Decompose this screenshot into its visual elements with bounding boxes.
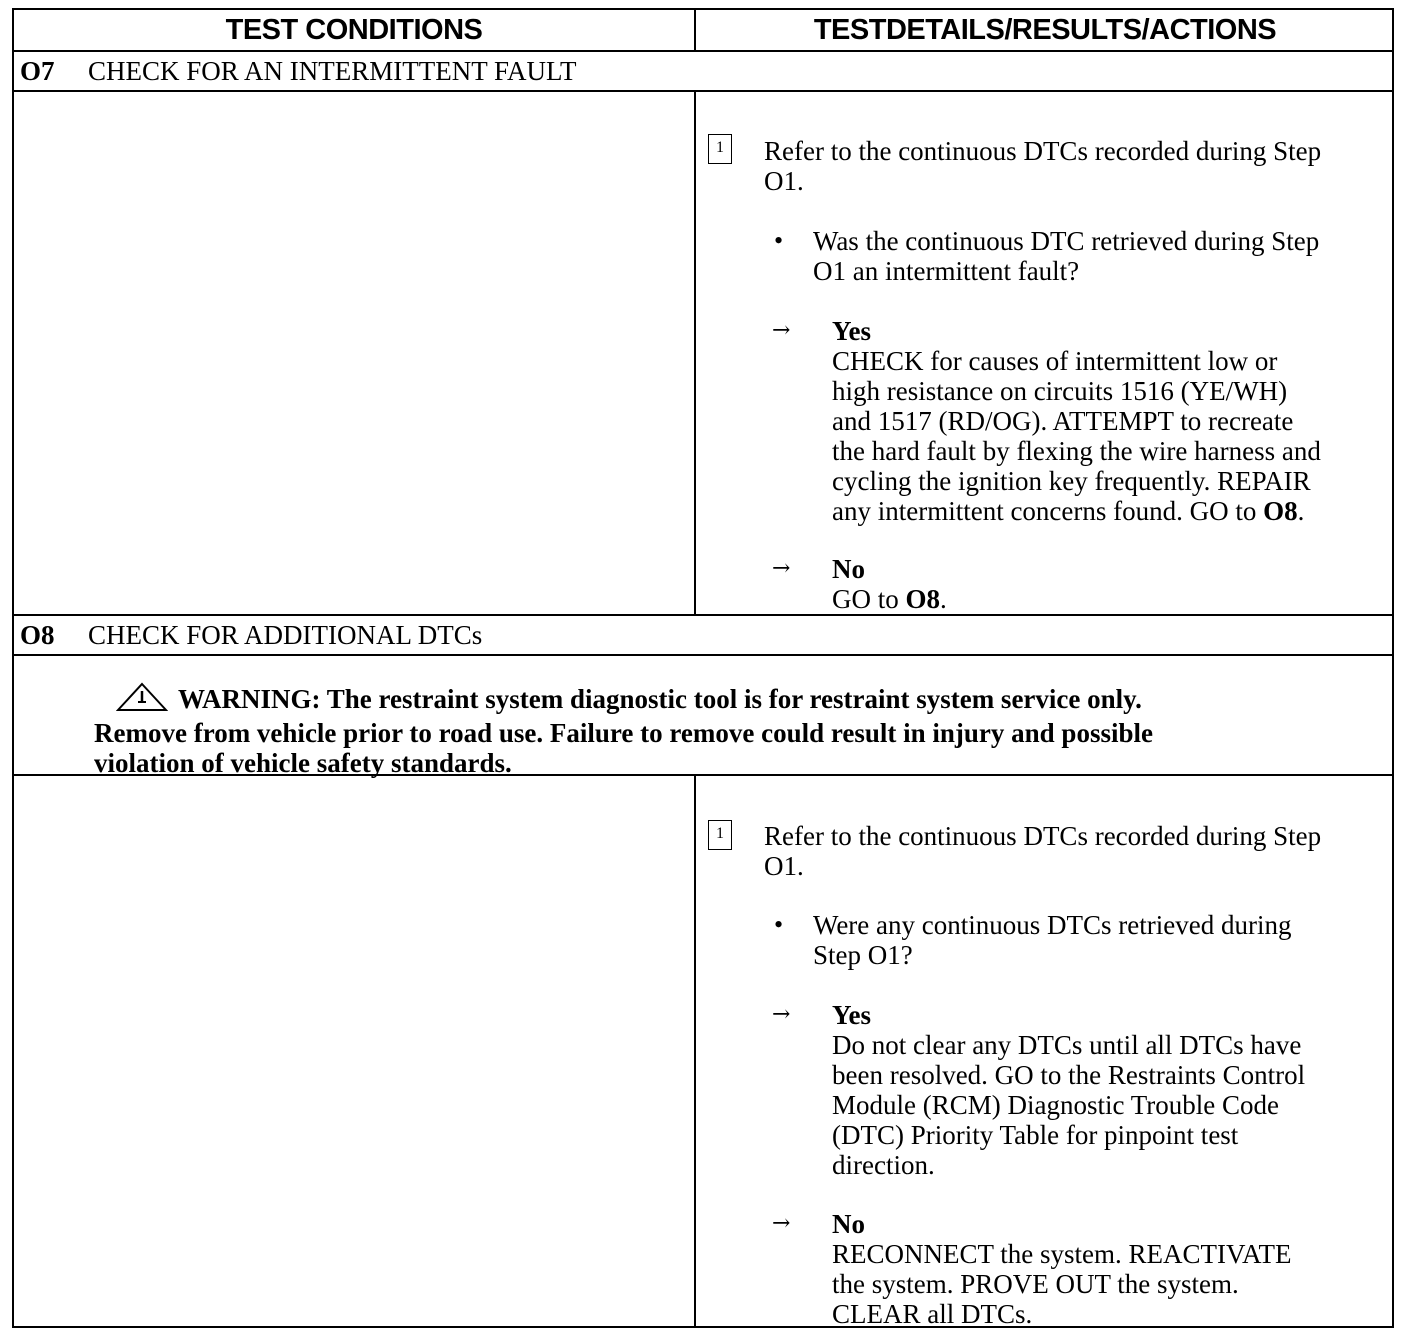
arrow-right-icon: → [772, 318, 791, 343]
bullet-icon: • [774, 910, 784, 939]
column-divider [694, 10, 696, 50]
no-result: No GO to O8. [832, 554, 1392, 614]
goto-link-o8[interactable]: O8 [905, 584, 941, 614]
column-divider [694, 774, 696, 1328]
yes-result: Yes Do not clear any DTCs until all DTCs have been resolved. GO to the Restraints Control Module (RCM) Diagnostic Trouble Code (DTC) Priority Table for pinpoint test direction. [832, 1000, 1392, 1180]
no-label: No [832, 554, 865, 584]
arrow-right-icon: → [772, 1211, 791, 1236]
goto-link-o8[interactable]: O8 [1263, 496, 1298, 526]
step-title: CHECK FOR ADDITIONAL DTCs [88, 620, 483, 650]
step-number: O7 [20, 56, 55, 86]
warning-triangle-icon [116, 682, 168, 718]
step-box: 1 [708, 134, 732, 164]
yes-result: Yes CHECK for causes of intermittent low or high resistance on circuits 1516 (YE/WH) and 1517 (RD/OG). ATTEMPT to recreate the hard fault by flexing the wire harness and cycling the ignition key frequently. REPAIR any intermittent concerns found. GO to O8. [832, 316, 1392, 526]
step-box: 1 [708, 820, 732, 850]
diagnostic-table [12, 8, 1394, 1328]
no-label: No [832, 1209, 865, 1239]
column-divider [694, 90, 696, 614]
col-header-test-details: TESTDETAILS/RESULTS/ACTIONS [813, 14, 1277, 46]
yes-label: Yes [832, 316, 871, 346]
divider [14, 654, 1392, 656]
divider [14, 50, 1392, 52]
no-result: No RECONNECT the system. REACTIVATE the system. PROVE OUT the system. CLEAR all DTCs. [832, 1209, 1392, 1329]
arrow-right-icon: → [772, 1002, 791, 1027]
step-number: O8 [20, 620, 55, 650]
step-header-o8 [20, 618, 482, 652]
divider [14, 614, 1392, 616]
warning-block [94, 682, 1294, 778]
question-text: Were any continuous DTCs retrieved during Step O1? [813, 910, 1292, 970]
step-header-o7 [20, 54, 577, 88]
col-header-test-conditions: TEST CONDITIONS [225, 14, 483, 46]
bullet-icon: • [774, 226, 784, 255]
yes-label: Yes [832, 1000, 871, 1030]
warning-line: violation of vehicle safety standards. [94, 748, 512, 778]
warning-line: WARNING: The restraint system diagnostic tool is for restraint system service only. [178, 684, 1142, 714]
instruction-text: Refer to the continuous DTCs recorded during Step O1. [764, 821, 1322, 881]
divider [14, 90, 1392, 92]
instruction-text: Refer to the continuous DTCs recorded during Step O1. [764, 136, 1322, 196]
question-text: Was the continuous DTC retrieved during Step O1 an intermittent fault? [813, 226, 1320, 286]
step-title: CHECK FOR AN INTERMITTENT FAULT [88, 56, 577, 86]
arrow-right-icon: → [772, 556, 791, 581]
warning-line: Remove from vehicle prior to road use. Failure to remove could result in injury and possible [94, 718, 1153, 748]
